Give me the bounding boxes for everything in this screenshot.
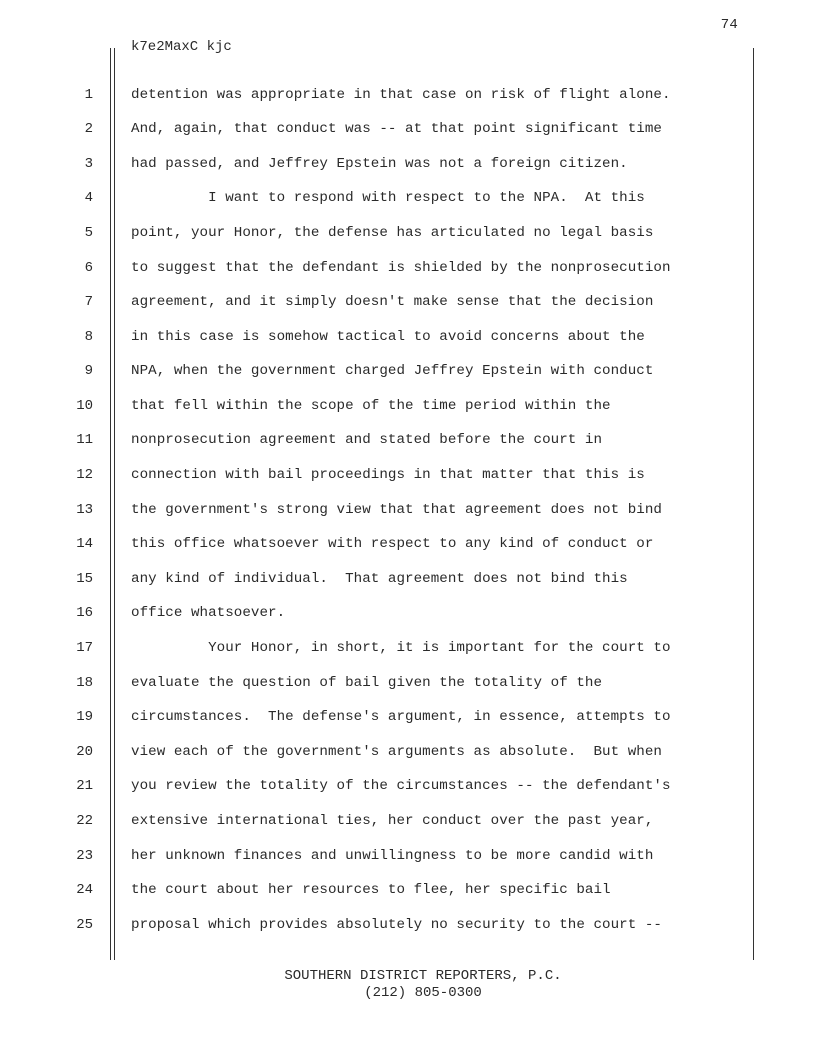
transcript-line: any kind of individual. That agreement does not bind this <box>131 571 628 587</box>
line-number: 1 <box>84 87 93 103</box>
line-number: 18 <box>76 675 93 691</box>
line-number: 11 <box>76 432 93 448</box>
transcript-line: that fell within the scope of the time period within the <box>131 398 611 414</box>
line-number: 2 <box>84 121 93 137</box>
transcript-line: point, your Honor, the defense has articulated no legal basis <box>131 225 654 241</box>
line-number: 10 <box>76 398 93 414</box>
line-number: 9 <box>84 363 93 379</box>
right-margin-rule <box>753 48 754 960</box>
transcript-line: the court about her resources to flee, her specific bail <box>131 882 611 898</box>
transcript-line: view each of the government's arguments as absolute. But when <box>131 744 662 760</box>
transcript-line: circumstances. The defense's argument, in essence, attempts to <box>131 709 671 725</box>
transcript-line: had passed, and Jeffrey Epstein was not a foreign citizen. <box>131 156 628 172</box>
line-number: 16 <box>76 605 93 621</box>
transcript-line: Your Honor, in short, it is important for the court to <box>131 640 671 656</box>
line-number: 20 <box>76 744 93 760</box>
line-number: 21 <box>76 778 93 794</box>
transcript-line: And, again, that conduct was -- at that point significant time <box>131 121 662 137</box>
transcript-line: this office whatsoever with respect to any kind of conduct or <box>131 536 654 552</box>
footer-phone: (212) 805-0300 <box>364 985 482 1001</box>
footer-reporter: SOUTHERN DISTRICT REPORTERS, P.C. <box>284 968 562 984</box>
page-number: 74 <box>720 17 738 33</box>
line-number: 8 <box>84 329 93 345</box>
line-number: 5 <box>84 225 93 241</box>
transcript-line: proposal which provides absolutely no security to the court -- <box>131 917 662 933</box>
line-number: 22 <box>76 813 93 829</box>
line-number: 13 <box>76 502 93 518</box>
header-code: k7e2MaxC kjc <box>131 39 232 55</box>
transcript-line: connection with bail proceedings in that matter that this is <box>131 467 645 483</box>
transcript-line: I want to respond with respect to the NPA. At this <box>131 190 645 206</box>
line-number: 6 <box>84 260 93 276</box>
line-number: 19 <box>76 709 93 725</box>
transcript-line: office whatsoever. <box>131 605 286 621</box>
line-number: 14 <box>76 536 93 552</box>
line-number: 15 <box>76 571 93 587</box>
line-number: 7 <box>84 294 93 310</box>
line-number: 3 <box>84 156 93 172</box>
line-number: 17 <box>76 640 93 656</box>
line-number: 23 <box>76 848 93 864</box>
left-margin-rule-inner <box>114 48 115 960</box>
transcript-line: extensive international ties, her conduct over the past year, <box>131 813 654 829</box>
transcript-line: the government's strong view that that agreement does not bind <box>131 502 662 518</box>
transcript-line: you review the totality of the circumstances -- the defendant's <box>131 778 671 794</box>
transcript-line: nonprosecution agreement and stated before the court in <box>131 432 603 448</box>
transcript-line: in this case is somehow tactical to avoid concerns about the <box>131 329 645 345</box>
line-number: 12 <box>76 467 93 483</box>
line-number: 24 <box>76 882 93 898</box>
transcript-line: detention was appropriate in that case on risk of flight alone. <box>131 87 671 103</box>
transcript-line: evaluate the question of bail given the totality of the <box>131 675 603 691</box>
transcript-line: to suggest that the defendant is shielded by the nonprosecution <box>131 260 671 276</box>
line-number: 25 <box>76 917 93 933</box>
transcript-line: her unknown finances and unwillingness to be more candid with <box>131 848 654 864</box>
transcript-line: NPA, when the government charged Jeffrey Epstein with conduct <box>131 363 654 379</box>
transcript-line: agreement, and it simply doesn't make sense that the decision <box>131 294 654 310</box>
line-number: 4 <box>84 190 93 206</box>
left-margin-rule <box>110 48 111 960</box>
